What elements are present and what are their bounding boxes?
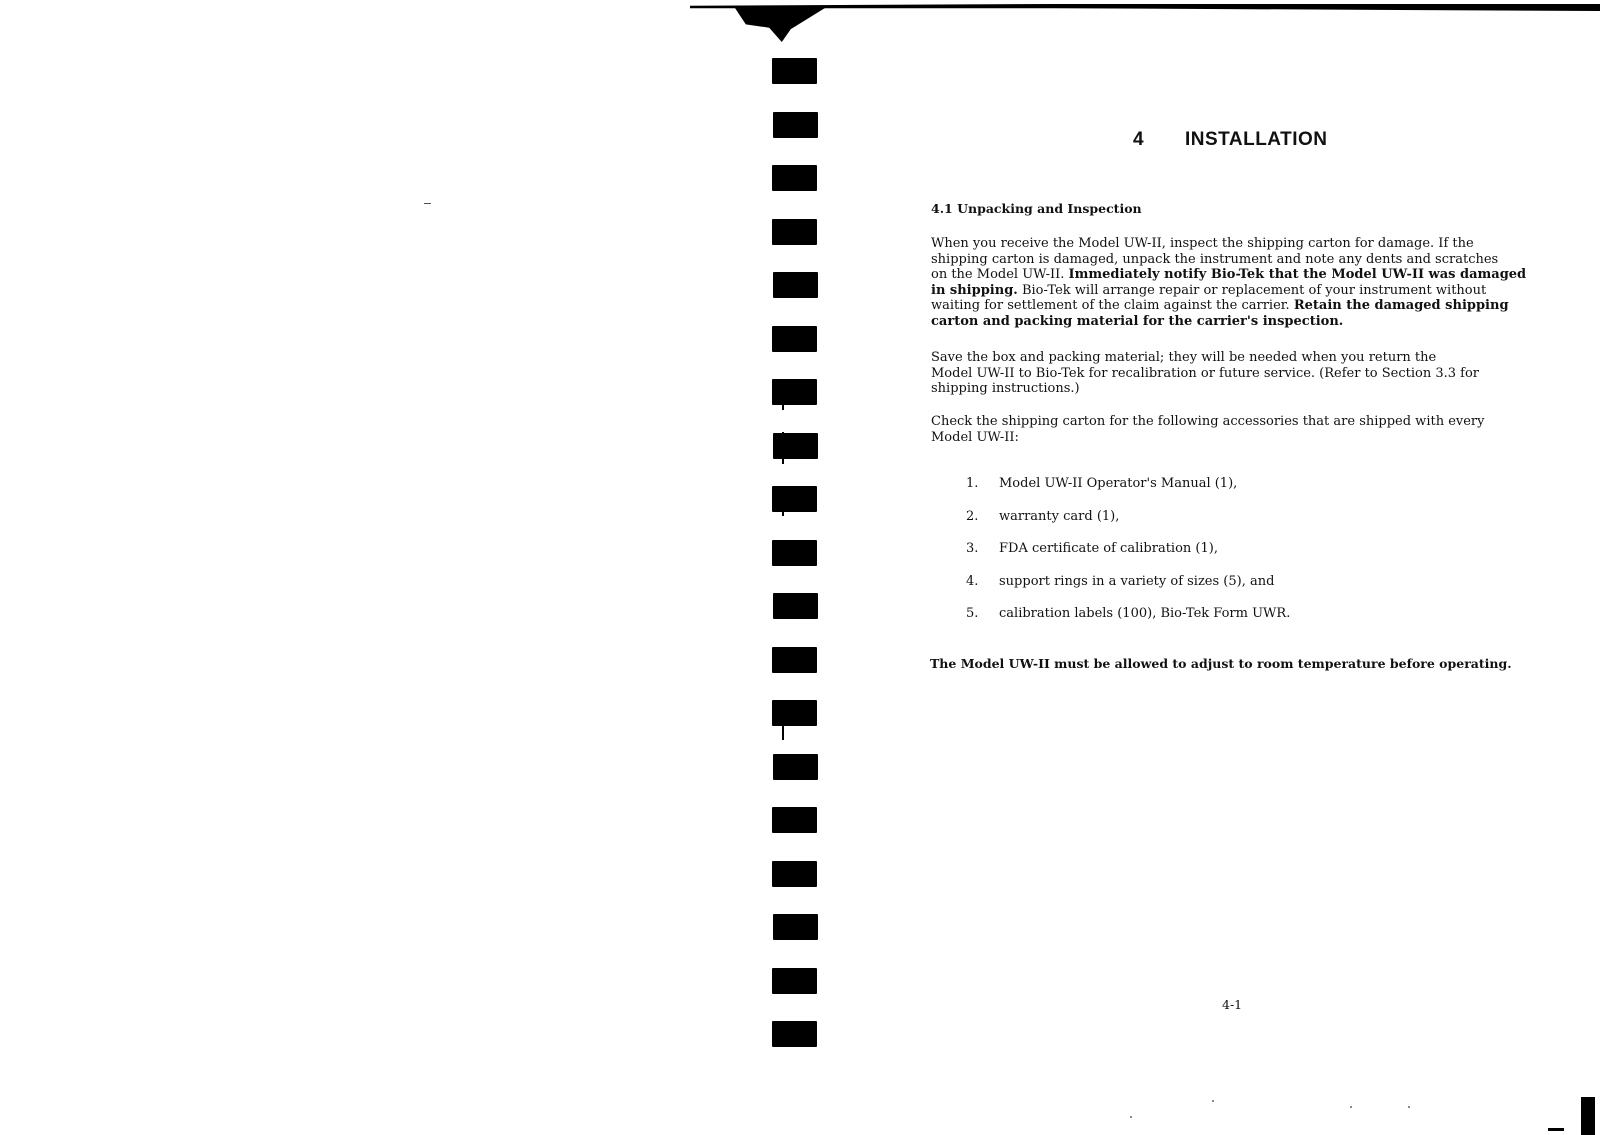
- paragraph-line: [931, 283, 1551, 299]
- binding-hole: [772, 968, 817, 994]
- scan-speck: [1130, 1116, 1132, 1118]
- list-item-text: calibration labels (100), Bio-Tek Form UWR.: [999, 606, 1291, 621]
- temperature-note: The Model UW-II must be allowed to adjust to room temperature before operating.: [930, 656, 1512, 671]
- chapter-title-text: INSTALLATION: [1185, 129, 1328, 150]
- binding-spine: [782, 432, 784, 464]
- binding-hole: [772, 647, 817, 673]
- list-item-index: 4.: [966, 573, 979, 589]
- binding-hole: [772, 165, 817, 191]
- binding-hole: [772, 326, 817, 352]
- bold-text-run: carton and packing material for the carrier's inspection.: [931, 313, 1344, 329]
- paragraph-unpacking: [931, 236, 1551, 329]
- binding-hole: [773, 433, 818, 459]
- text-run: on the Model UW-II.: [931, 267, 1065, 282]
- scan-speck: [424, 203, 431, 204]
- bold-text-run: in shipping.: [931, 282, 1018, 298]
- binding-hole: [772, 807, 817, 833]
- scan-corner-dash: [1548, 1128, 1564, 1131]
- bold-text-run: Retain the damaged shipping: [1293, 298, 1509, 313]
- binding-hole: [772, 1021, 817, 1047]
- chapter-number: 4: [1133, 129, 1145, 150]
- binding-hole: [773, 593, 818, 619]
- list-item-text: Model UW-II Operator's Manual (1),: [999, 476, 1238, 491]
- binding-hole: [773, 754, 818, 780]
- paragraph-line: Check the shipping carton for the following accessories that are shipped with every: [931, 414, 1485, 429]
- paragraph-line: Model UW-II to Bio-Tek for recalibration or future service. (Refer to Section 3.3 for: [931, 365, 1480, 381]
- list-item: [966, 509, 1290, 542]
- scan-speck: [1212, 1100, 1214, 1102]
- scan-edge-notch: [735, 8, 825, 42]
- scan-corner-mark: [1581, 1097, 1595, 1135]
- accessories-list: [966, 476, 1290, 639]
- paragraph-line: [931, 298, 1551, 314]
- binding-hole: [772, 540, 817, 566]
- list-item-text: FDA certificate of calibration (1),: [999, 541, 1218, 556]
- binding-hole: [772, 700, 817, 726]
- scan-edge-top-bar: [690, 4, 1600, 11]
- binding-spine: [782, 486, 784, 516]
- list-item-text: support rings in a variety of sizes (5), and: [999, 573, 1275, 589]
- paragraph-line: When you receive the Model UW-II, inspect the shipping carton for damage. If the: [931, 236, 1474, 251]
- paragraph-line: Model UW-II:: [931, 429, 1019, 445]
- list-item-index: 5.: [966, 606, 979, 621]
- binding-hole: [773, 112, 818, 138]
- paragraph-save-packing: [931, 350, 1551, 397]
- list-item: [966, 574, 1290, 607]
- binding-hole: [772, 379, 817, 405]
- paragraph-line: [931, 267, 1551, 283]
- list-item: [966, 606, 1290, 639]
- text-run: Bio-Tek will arrange repair or replacement of your instrument without: [1021, 282, 1487, 298]
- binding-hole: [772, 861, 817, 887]
- scan-speck: [1408, 1106, 1410, 1108]
- list-item: [966, 476, 1290, 509]
- paragraph-line: shipping carton is damaged, unpack the instrument and note any dents and scratches: [931, 251, 1499, 267]
- paragraph-line: shipping instructions.): [931, 381, 1080, 396]
- list-item-index: 3.: [966, 541, 979, 556]
- binding-spine: [782, 700, 784, 740]
- page-number: 4-1: [1222, 997, 1243, 1012]
- list-item-index: 2.: [966, 508, 979, 524]
- bold-text-run: Immediately notify Bio-Tek that the Model UW-II was damaged: [1068, 267, 1527, 282]
- binding-spine: [782, 380, 784, 410]
- list-item-index: 1.: [966, 476, 979, 491]
- section-heading: 4.1 Unpacking and Inspection: [931, 201, 1142, 216]
- paragraph-line: [931, 314, 1551, 330]
- paragraph-accessories-intro: [931, 414, 1551, 445]
- binding-hole: [772, 219, 817, 245]
- list-item: [966, 541, 1290, 574]
- binding-hole: [772, 486, 817, 512]
- binding-hole: [773, 272, 818, 298]
- binding-hole: [773, 914, 818, 940]
- binding-hole: [772, 58, 817, 84]
- scan-speck: [1350, 1106, 1352, 1108]
- paragraph-line: Save the box and packing material; they will be needed when you return the: [931, 350, 1437, 365]
- text-run: waiting for settlement of the claim against the carrier.: [931, 298, 1290, 313]
- chapter-title: [1133, 129, 1328, 151]
- list-item-text: warranty card (1),: [999, 508, 1120, 524]
